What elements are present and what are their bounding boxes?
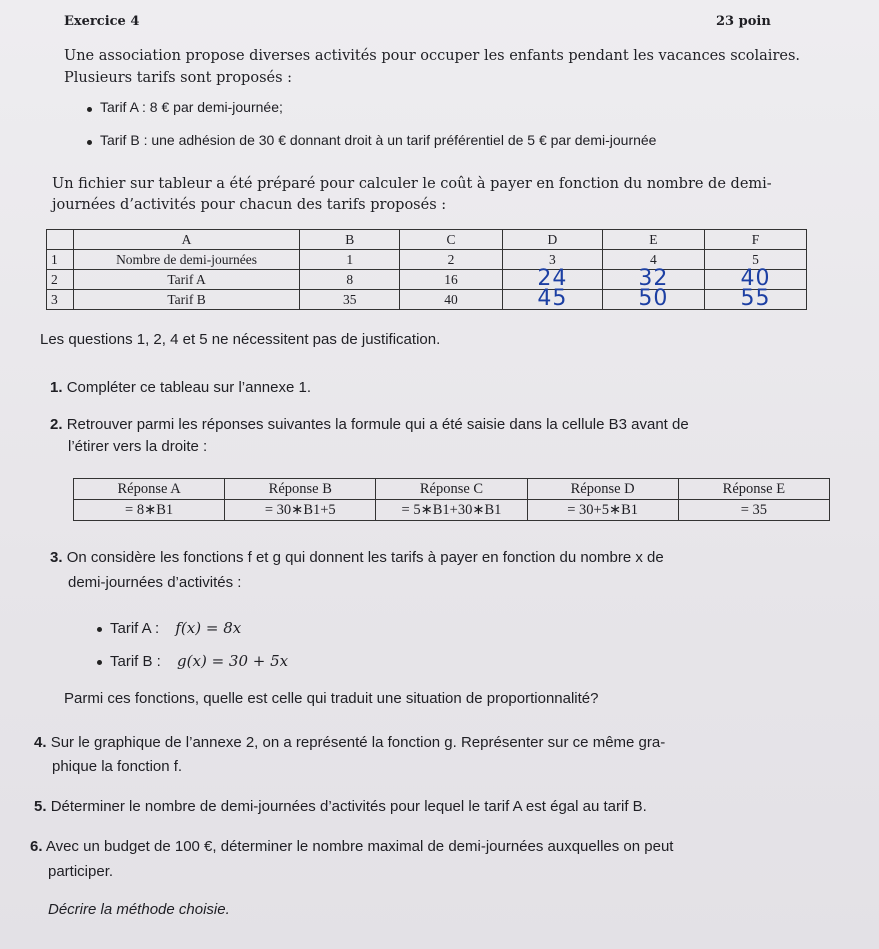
intro-line-1: Une association propose diverses activités pour occuper les enfants pendant les vacances scolaires. <box>64 48 801 64</box>
function-g-label: Tarif B : <box>110 653 161 670</box>
bullet-dot <box>97 660 102 665</box>
intro-paragraph-line-2: journées d’activités pour chacun des tarifs proposés : <box>52 197 447 213</box>
tariff-a-bullet: Tarif A : 8 € par demi-journée; <box>100 99 283 115</box>
question-number: 6. <box>30 838 43 855</box>
question-text: Sur le graphique de l’annexe 2, on a représenté la fonction g. Représenter sur ce même gra- <box>50 734 666 751</box>
answer-formula-a: = 8∗B1 <box>74 500 225 521</box>
cell-e3[interactable] <box>602 286 704 311</box>
question-text: Compléter ce tableau sur l’annexe 1. <box>66 379 311 396</box>
answer-formula-e: = 35 <box>678 500 829 521</box>
column-header-e: E <box>602 230 704 250</box>
question-4-line-2: phique la fonction f. <box>52 758 183 775</box>
column-header-c: C <box>400 230 503 250</box>
question-3-line-2: demi-journées d’activités : <box>68 574 242 591</box>
cell-f3[interactable] <box>704 286 806 311</box>
spreadsheet-row-1 <box>47 250 807 270</box>
cell-c3: 40 <box>400 290 503 310</box>
row-number: 3 <box>47 290 74 310</box>
question-2 <box>50 414 689 436</box>
question-3 <box>50 547 664 569</box>
spreadsheet-table <box>46 229 807 310</box>
column-header-d: D <box>502 230 602 250</box>
question-2-line-2: l’étirer vers la droite : <box>68 438 208 455</box>
column-header-f: F <box>704 230 806 250</box>
answer-header-b: Réponse B <box>225 479 376 500</box>
cell-e1: 4 <box>602 250 704 270</box>
answer-formula-d: = 30+5∗B1 <box>527 500 678 521</box>
cell-b3: 35 <box>300 290 400 310</box>
spreadsheet-header-row <box>47 230 807 250</box>
corner-cell <box>47 230 74 250</box>
question-6-line-2: participer. <box>48 863 114 880</box>
question-text: Déterminer le nombre de demi-journées d’activités pour lequel le tarif A est égal au tarif B. <box>50 798 647 815</box>
question-5 <box>34 796 647 818</box>
row-label: Tarif B <box>73 290 300 310</box>
answer-header-a: Réponse A <box>74 479 225 500</box>
cell-d1: 3 <box>502 250 602 270</box>
spreadsheet-row-3 <box>47 290 807 310</box>
function-f-item <box>110 617 241 640</box>
intro-line-2: Plusieurs tarifs sont proposés : <box>64 70 293 86</box>
justification-note: Les questions 1, 2, 4 et 5 ne nécessitent pas de justification. <box>40 331 441 348</box>
bullet-dot <box>87 107 92 112</box>
answer-choices-table <box>73 478 830 521</box>
function-g-expression: g(x) = 30 + 5x <box>177 652 289 670</box>
cell-f1: 5 <box>704 250 806 270</box>
intro-paragraph-line-1: Un fichier sur tableur a été préparé pour calculer le coût à payer en fonction du nombre de demi- <box>52 176 772 192</box>
question-1 <box>50 377 311 399</box>
question-number: 2. <box>50 416 63 433</box>
handwritten-d2: 24 <box>537 266 568 291</box>
answer-header-d: Réponse D <box>527 479 678 500</box>
handwritten-f2: 40 <box>740 266 771 291</box>
question-6 <box>30 836 673 858</box>
row-number: 2 <box>47 270 74 290</box>
exercise-title: Exercice 4 <box>64 14 140 29</box>
column-header-b: B <box>300 230 400 250</box>
bullet-dot <box>97 627 102 632</box>
answer-formula-c: = 5∗B1+30∗B1 <box>376 500 527 521</box>
function-f-label: Tarif A : <box>110 620 160 637</box>
answer-formula-b: = 30∗B1+5 <box>225 500 376 521</box>
column-header-a: A <box>73 230 300 250</box>
question-number: 4. <box>34 734 47 751</box>
handwritten-e3: 50 <box>638 286 669 311</box>
handwritten-f3: 55 <box>740 286 771 311</box>
answer-header-e: Réponse E <box>678 479 829 500</box>
question-4 <box>34 732 665 754</box>
tariff-b-bullet: Tarif B : une adhésion de 30 € donnant droit à un tarif préférentiel de 5 € par demi-journée <box>100 132 657 148</box>
question-number: 1. <box>50 379 63 396</box>
answer-header-row <box>74 479 830 500</box>
question-text: Retrouver parmi les réponses suivantes la formule qui a été saisie dans la cellule B3 avant de <box>66 416 689 433</box>
function-f-expression: f(x) = 8x <box>175 619 242 637</box>
question-text: On considère les fonctions f et g qui donnent les tarifs à payer en fonction du nombre x de <box>66 549 664 566</box>
row-number: 1 <box>47 250 74 270</box>
row-label: Tarif A <box>73 270 300 290</box>
answer-formula-row <box>74 500 830 521</box>
cell-c1: 2 <box>400 250 503 270</box>
exercise-points: 23 poin <box>716 14 771 29</box>
handwritten-d3: 45 <box>537 286 568 311</box>
cell-d3[interactable] <box>502 286 602 311</box>
question-number: 5. <box>34 798 47 815</box>
cell-b2: 8 <box>300 270 400 290</box>
cell-b1: 1 <box>300 250 400 270</box>
function-g-item <box>110 650 288 673</box>
question-number: 3. <box>50 549 63 566</box>
cell-c2: 16 <box>400 270 503 290</box>
row-label: Nombre de demi-journées <box>73 250 300 270</box>
question-3-prompt: Parmi ces fonctions, quelle est celle qui traduit une situation de proportionnalité? <box>64 690 599 707</box>
question-6-line-3: Décrire la méthode choisie. <box>48 901 230 918</box>
question-text: Avec un budget de 100 €, déterminer le nombre maximal de demi-journées auxquelles on peut <box>45 838 674 855</box>
answer-header-c: Réponse C <box>376 479 527 500</box>
handwritten-e2: 32 <box>638 266 669 291</box>
bullet-dot <box>87 140 92 145</box>
spreadsheet-row-2 <box>47 270 807 290</box>
